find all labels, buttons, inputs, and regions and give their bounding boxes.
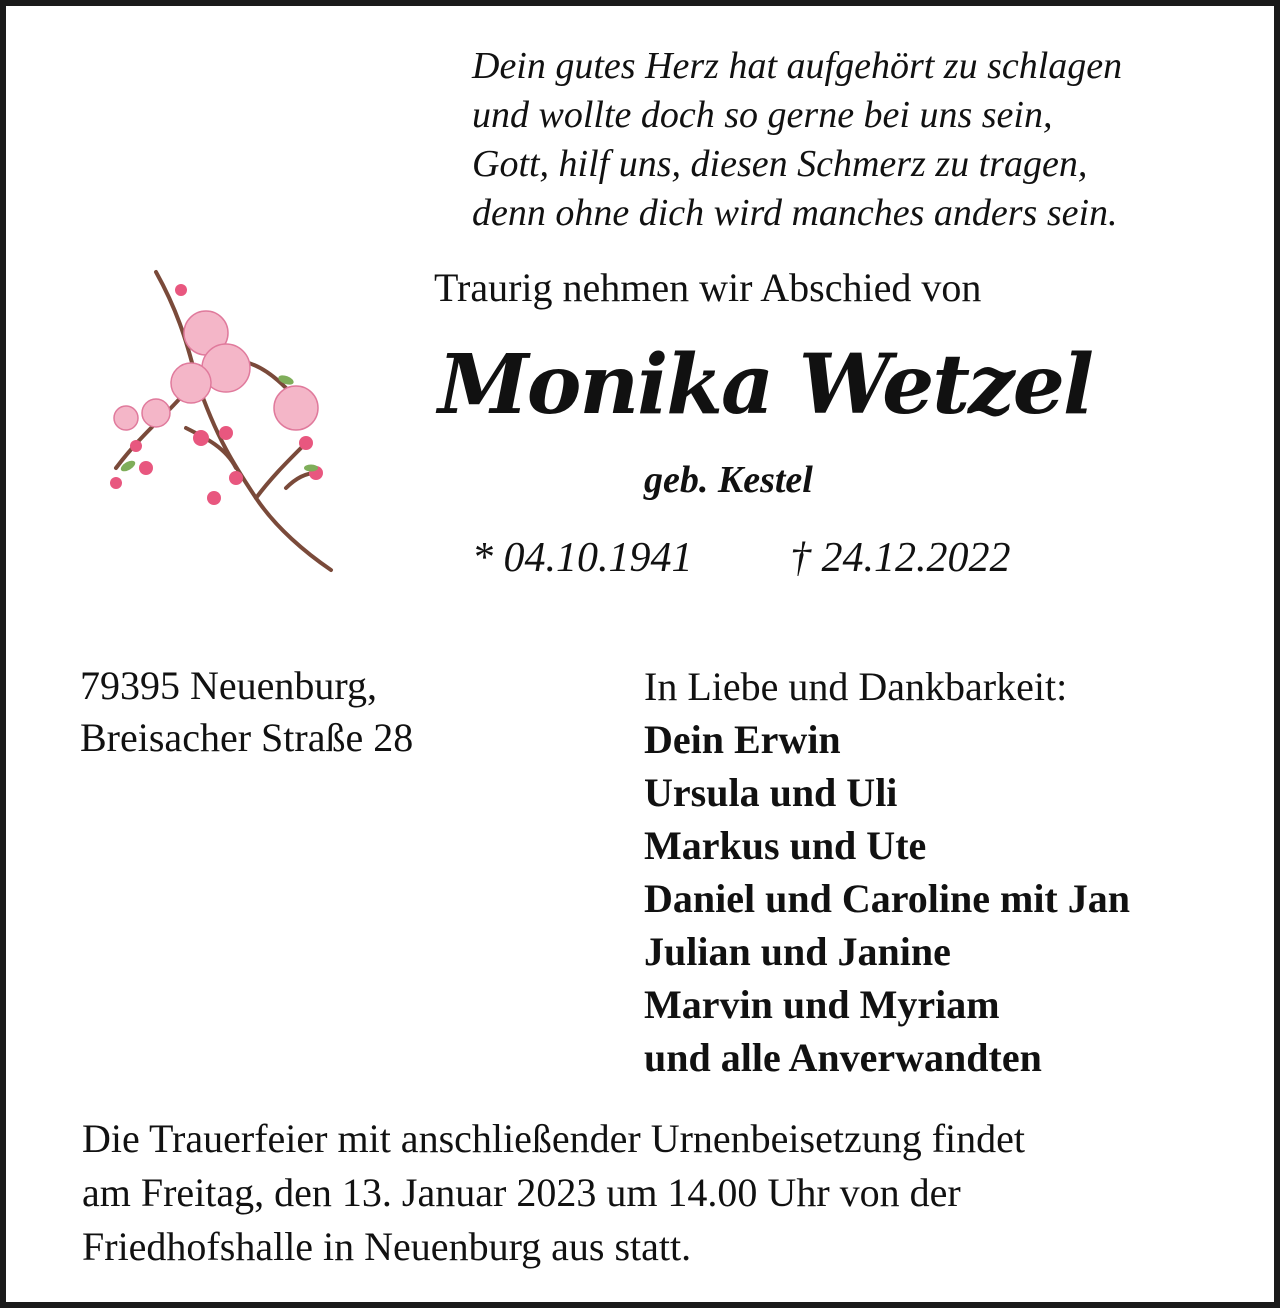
poem-line: Dein gutes Herz hat aufgehört zu schlagen bbox=[472, 45, 1123, 87]
ceremony-line: Friedhofshalle in Neuenburg aus statt. bbox=[82, 1224, 692, 1269]
poem-line: Gott, hilf uns, diesen Schmerz zu tragen, bbox=[472, 143, 1088, 185]
family-lead: In Liebe und Dankbarkeit: bbox=[644, 664, 1068, 709]
family-member: Dein Erwin bbox=[644, 717, 841, 762]
intro-text: Traurig nehmen wir Abschied von bbox=[434, 265, 982, 310]
poem-line: und wollte doch so gerne bei uns sein, bbox=[472, 94, 1053, 136]
address bbox=[80, 660, 413, 764]
family-member: und alle Anverwandten bbox=[644, 1035, 1042, 1080]
poem-line: denn ohne dich wird manches anders sein. bbox=[472, 192, 1118, 234]
family-member: Daniel und Caroline mit Jan bbox=[644, 876, 1130, 921]
ceremony-line: am Freitag, den 13. Januar 2023 um 14.00 Uhr von der bbox=[82, 1170, 961, 1215]
address-line: Breisacher Straße 28 bbox=[80, 715, 414, 760]
cherry-blossom-branch-icon bbox=[86, 268, 346, 578]
family-member: Ursula und Uli bbox=[644, 770, 898, 815]
death-date: † 24.12.2022 bbox=[790, 535, 1011, 581]
ceremony-line: Die Trauerfeier mit anschließender Urnenbeisetzung findet bbox=[82, 1116, 1026, 1161]
poem bbox=[472, 42, 1122, 238]
deceased-name: Monika Wetzel bbox=[438, 337, 1093, 433]
family-member: Marvin und Myriam bbox=[644, 982, 1000, 1027]
family-list bbox=[644, 660, 1130, 1084]
family-member: Julian und Janine bbox=[644, 929, 951, 974]
birth-date: * 04.10.1941 bbox=[472, 535, 693, 581]
ceremony-notice bbox=[82, 1112, 1025, 1274]
address-line: 79395 Neuenburg, bbox=[80, 663, 377, 708]
family-member: Markus und Ute bbox=[644, 823, 927, 868]
maiden-name: geb. Kestel bbox=[644, 459, 813, 501]
